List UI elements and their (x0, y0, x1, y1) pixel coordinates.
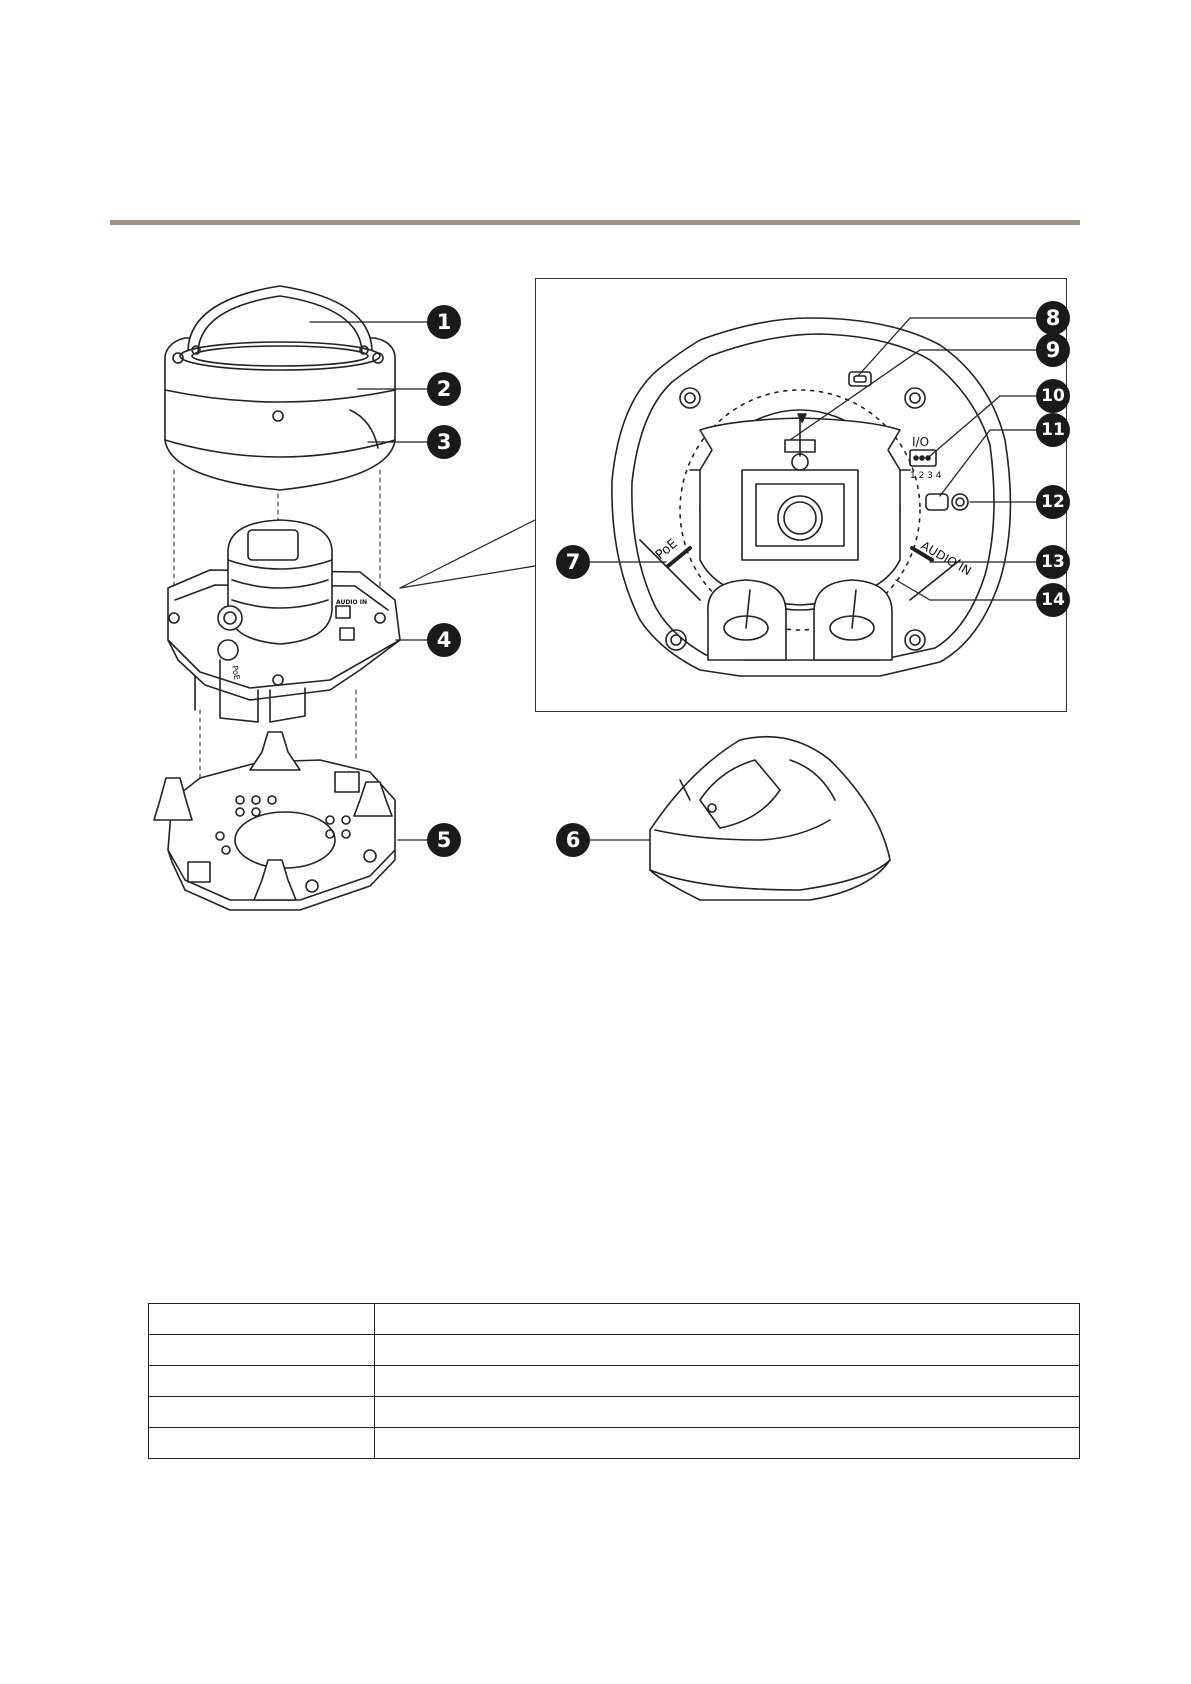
callout-5: 5 (427, 823, 461, 857)
callout-3: 3 (427, 425, 461, 459)
table-cell (375, 1397, 1080, 1428)
callout-13: 13 (1036, 545, 1070, 579)
table-cell (375, 1428, 1080, 1459)
callout-4: 4 (427, 623, 461, 657)
callout-14: 14 (1036, 583, 1070, 617)
table-cell (149, 1397, 375, 1428)
detail-frame (535, 278, 1067, 712)
callout-2: 2 (427, 372, 461, 406)
io-label: I/O (912, 435, 930, 449)
callout-8: 8 (1036, 301, 1070, 335)
callout-7: 7 (556, 545, 590, 579)
poe-label: PoE (652, 536, 681, 564)
callout-11: 11 (1036, 413, 1070, 447)
dome-cover (165, 286, 395, 490)
poe-small-label: PoE (230, 664, 242, 681)
table-row (149, 1366, 1080, 1397)
table-cell (149, 1335, 375, 1366)
callout-1: 1 (427, 305, 461, 339)
callout-12: 12 (1036, 485, 1070, 519)
table-cell (149, 1366, 375, 1397)
callout-10: 10 (1036, 379, 1070, 413)
table-row (149, 1397, 1080, 1428)
zoom-lines (400, 520, 535, 588)
audio-in-label: AUDIO IN (918, 538, 974, 579)
parts-table (148, 1303, 1080, 1459)
table-row (149, 1304, 1080, 1335)
io-pins-label: 1 2 3 4 (910, 471, 942, 481)
mounting-bracket (154, 732, 395, 910)
table-cell (375, 1366, 1080, 1397)
weathershield (650, 737, 890, 900)
table-cell (375, 1304, 1080, 1335)
table-row (149, 1335, 1080, 1366)
callout-9: 9 (1036, 333, 1070, 367)
audio-in-small-label: AUDIO IN (336, 599, 367, 606)
table-cell (149, 1428, 375, 1459)
table-row (149, 1428, 1080, 1459)
camera-unit (168, 520, 400, 722)
callout-6: 6 (556, 823, 590, 857)
table-cell (149, 1304, 375, 1335)
table-cell (375, 1335, 1080, 1366)
